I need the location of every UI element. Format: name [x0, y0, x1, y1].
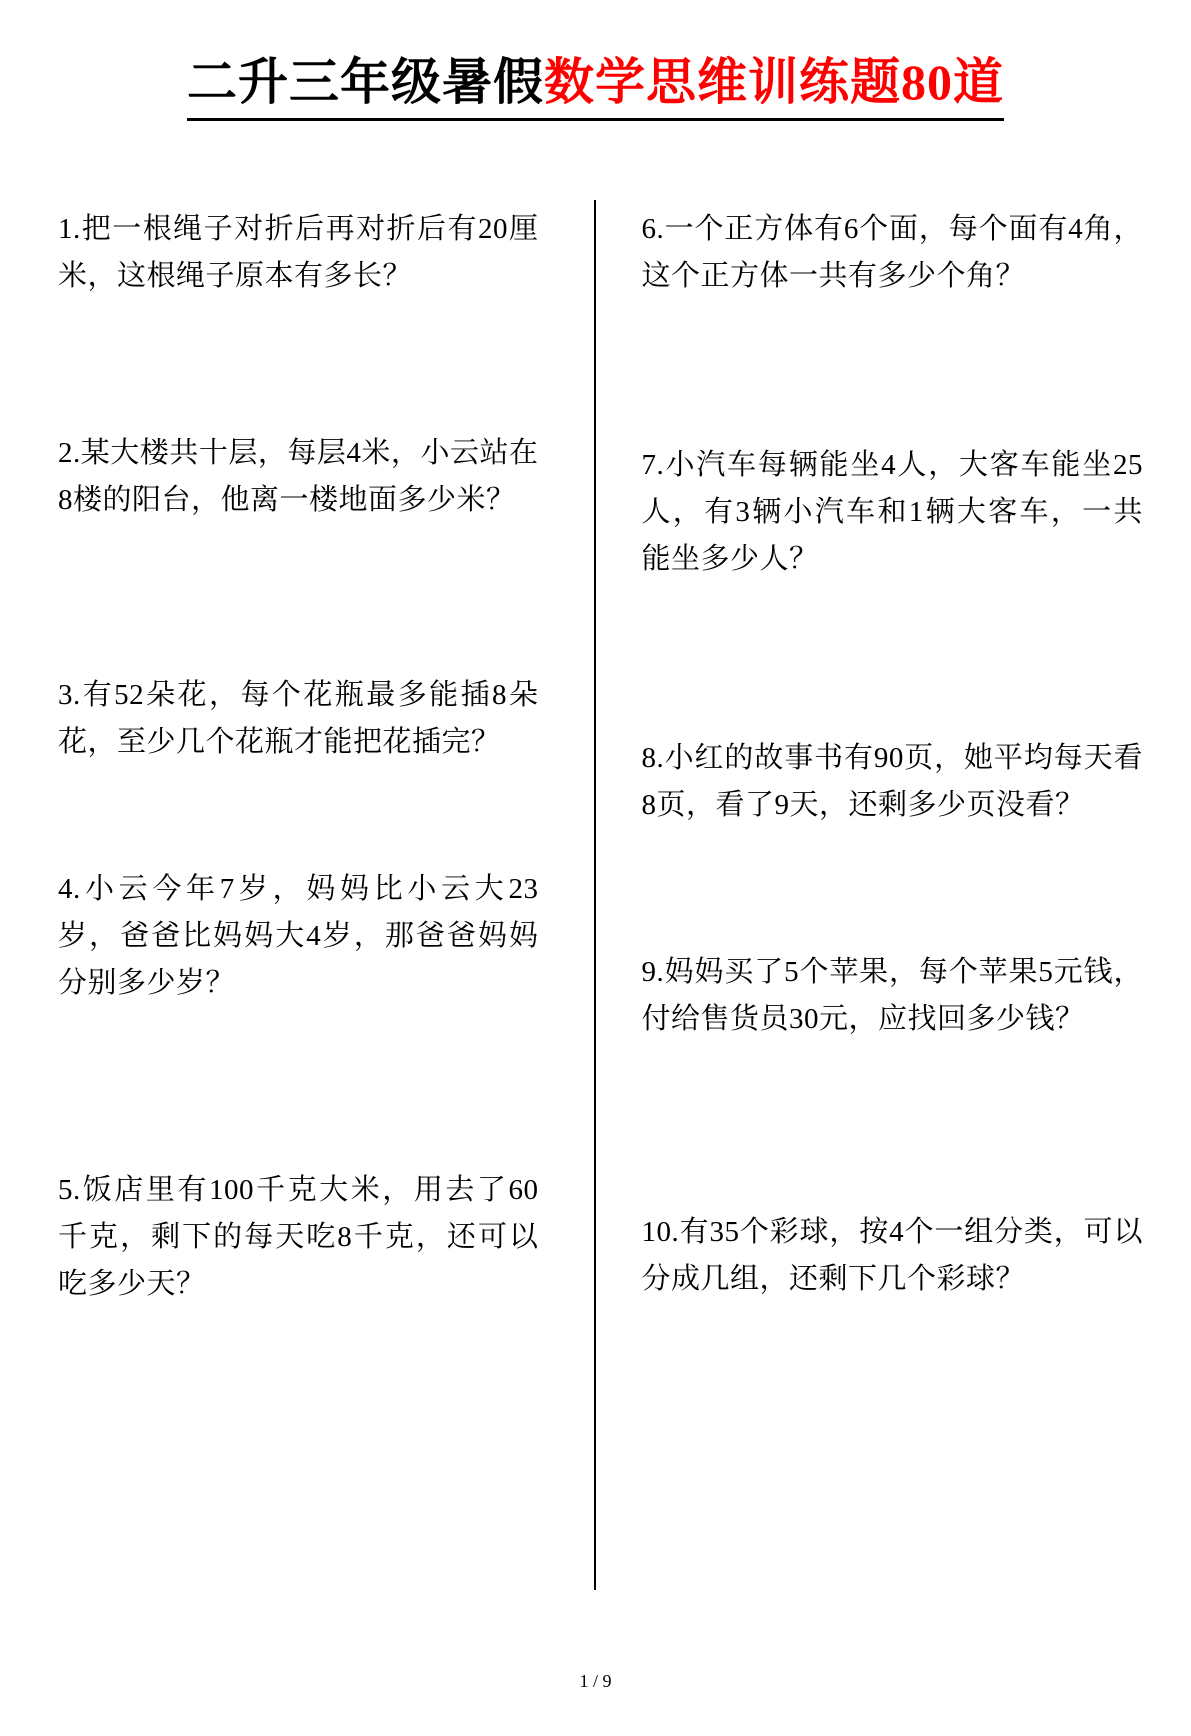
- problem-item: 1.把一根绳子对折后再对折后有20厘米，这根绳子原本有多长？: [58, 206, 539, 300]
- problem-item: 5.饭店里有100千克大米，用去了60千克，剩下的每天吃8千克，还可以吃多少天？: [58, 1167, 539, 1308]
- problem-item: 2.某大楼共十层，每层4米，小云站在8楼的阳台，他离一楼地面多少米？: [58, 430, 539, 524]
- left-column: [0, 200, 596, 1590]
- problem-item: 10.有35个彩球，按4个一组分类，可以分成几组，还剩下几个彩球？: [642, 1209, 1144, 1303]
- problem-item: 4.小云今年7岁，妈妈比小云大23岁，爸爸比妈妈大4岁，那爸爸妈妈分别多少岁？: [58, 866, 539, 1007]
- page-title: [187, 52, 1004, 121]
- right-column: [596, 200, 1191, 1590]
- problem-item: 3.有52朵花，每个花瓶最多能插8朵花，至少几个花瓶才能把花插完？: [58, 672, 539, 766]
- page-number: 1 / 9: [0, 1671, 1191, 1692]
- problem-columns: [0, 200, 1191, 1590]
- problem-item: 9.妈妈买了5个苹果，每个苹果5元钱，付给售货员30元，应找回多少钱？: [642, 949, 1144, 1043]
- page-title-wrap: [0, 52, 1191, 121]
- worksheet-page: [0, 52, 1191, 1736]
- problem-item: 8.小红的故事书有90页，她平均每天看8页，看了9天，还剩多少页没看？: [642, 735, 1144, 829]
- problem-item: 7.小汽车每辆能坐4人，大客车能坐25人，有3辆小汽车和1辆大客车，一共能坐多少人？: [642, 442, 1144, 583]
- page-title-red-part: 数学思维训练题80道: [544, 54, 1004, 110]
- problem-item: 6.一个正方体有6个面，每个面有4角，这个正方体一共有多少个角？: [642, 206, 1144, 300]
- page-title-black-part: 二升三年级暑假: [187, 54, 544, 110]
